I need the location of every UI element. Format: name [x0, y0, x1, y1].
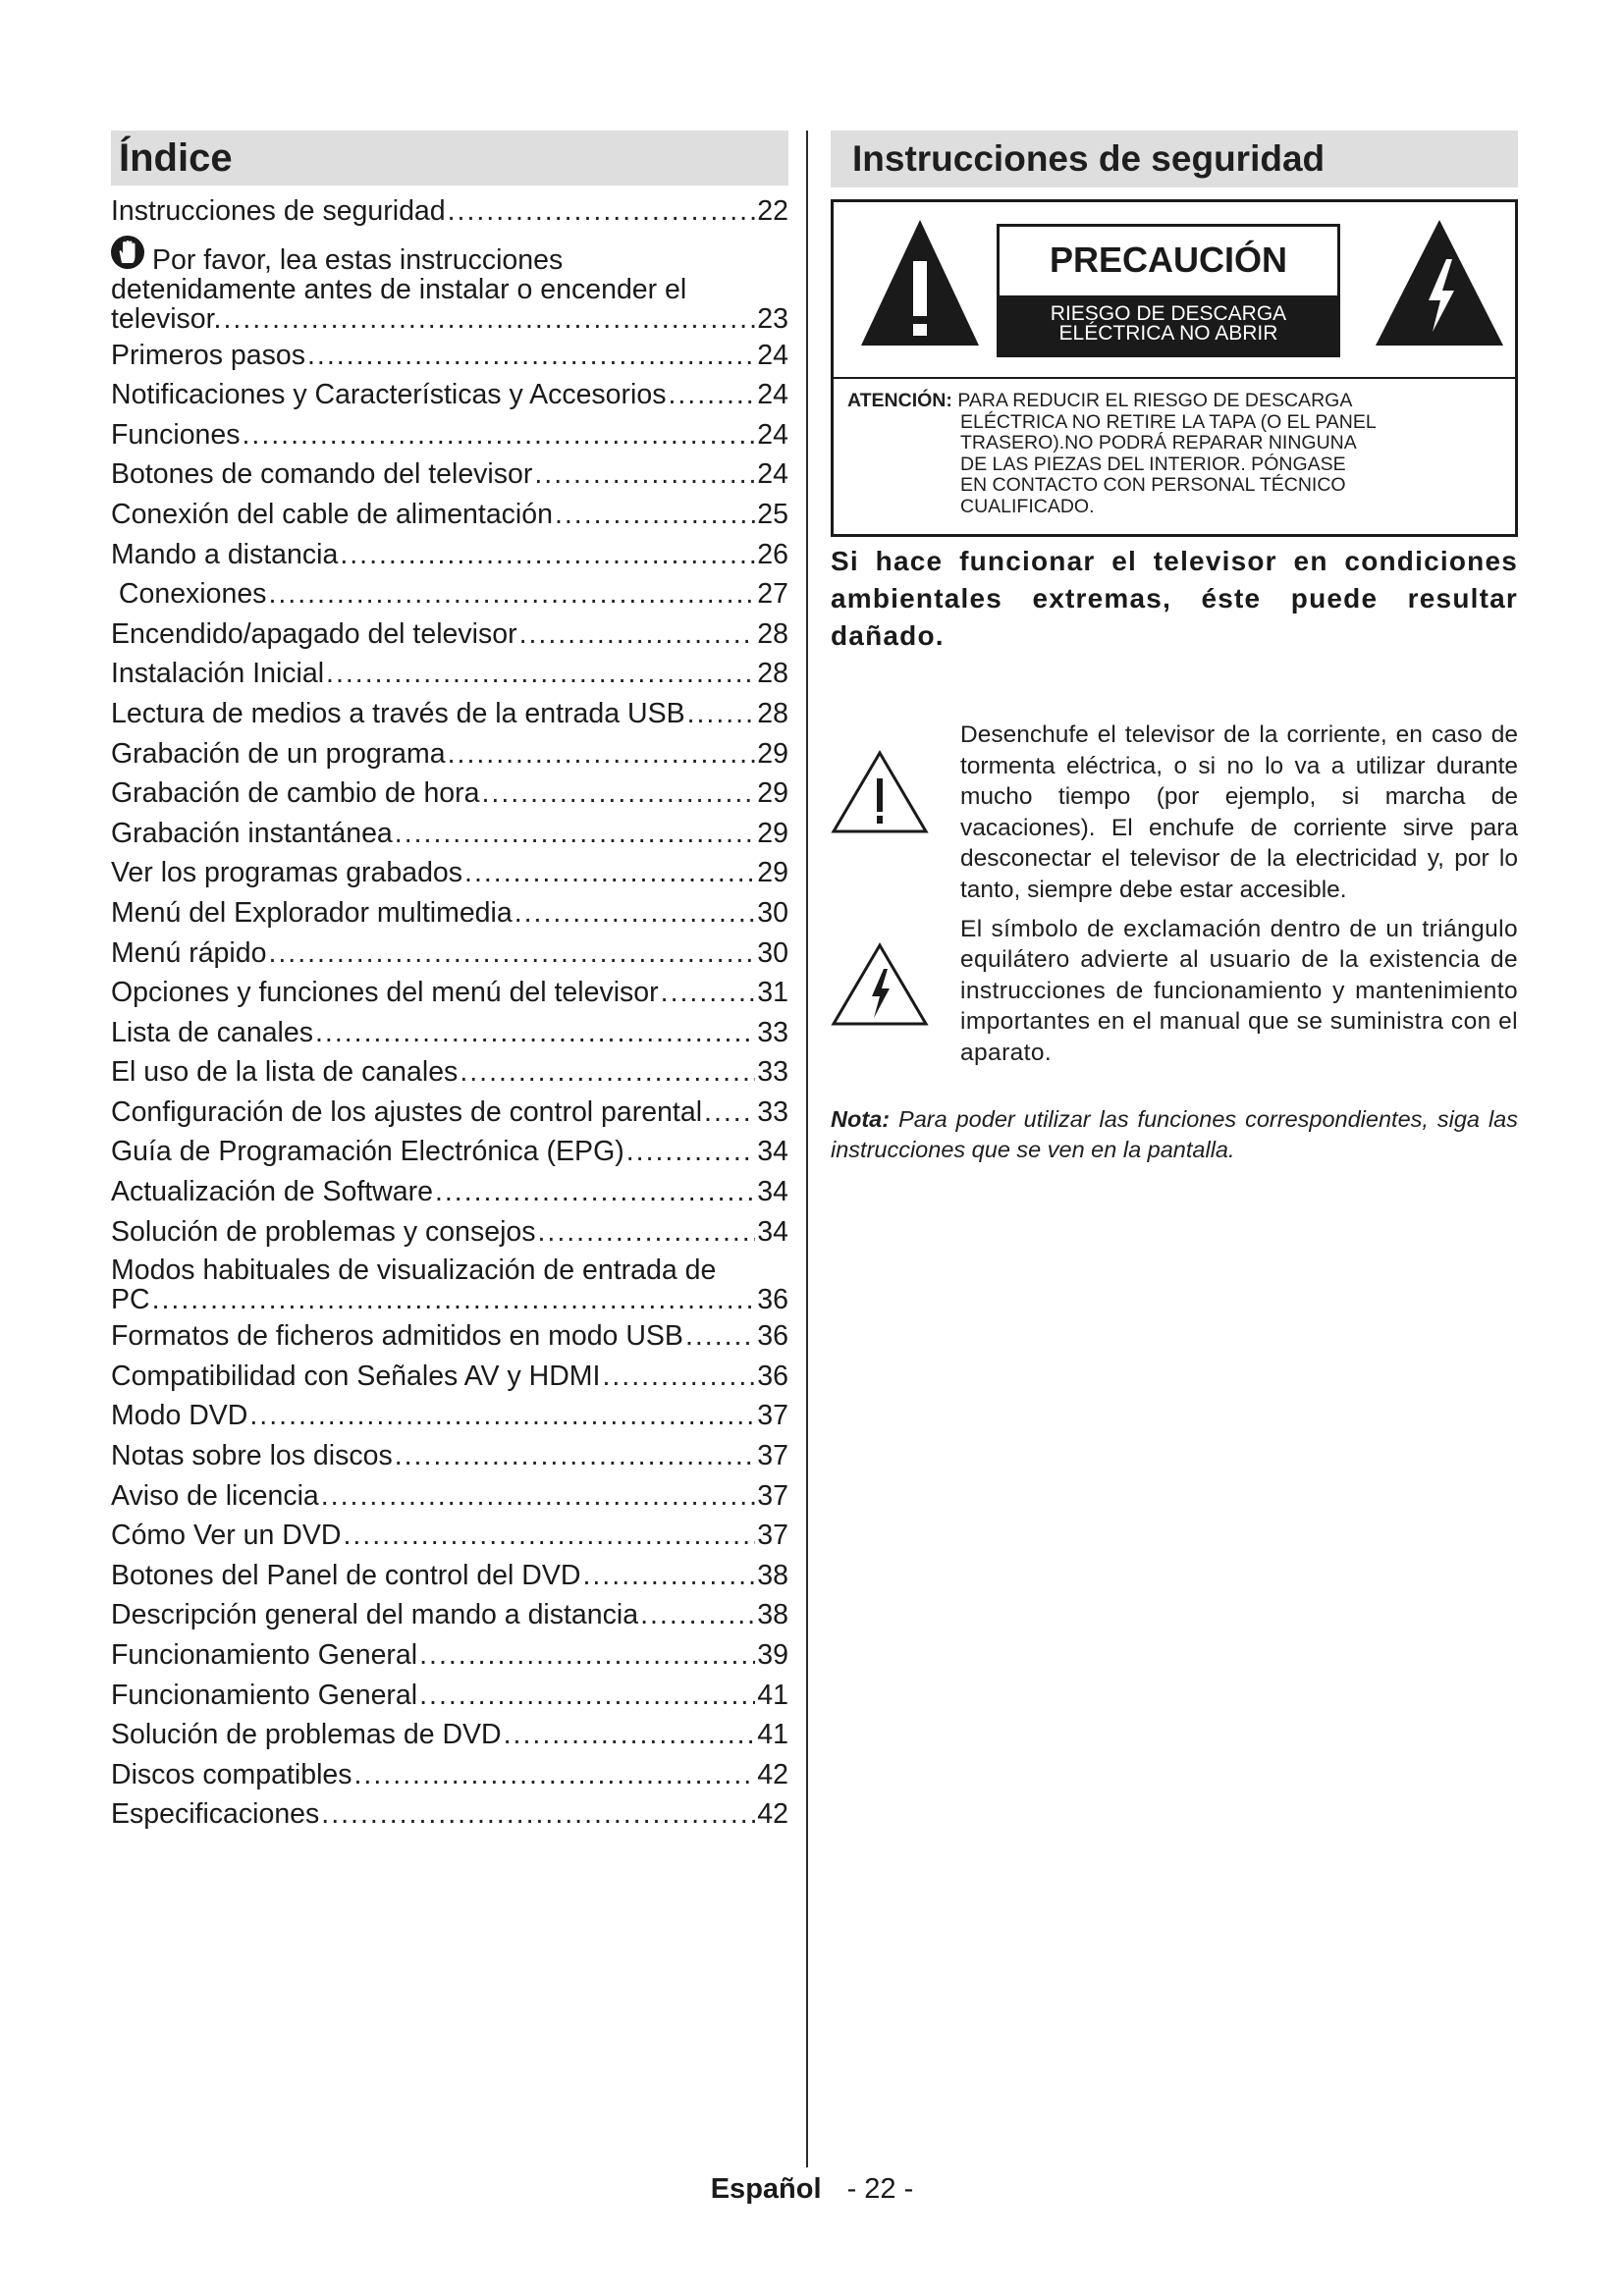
unplug-instructions: Desenchufe el televisor de la corriente, en caso de tormenta eléctrica, o si no lo va a utilizar durante mucho tiempo (por ejemplo, si marcha de vacaciones). El enchufe de corriente sirve para desconectar el televisor de la electricidad y, por lo tanto, siempre debe estar accesible.: [960, 721, 1518, 903]
exclamation-outline-icon: [831, 749, 929, 835]
toc-entry-pc-modes[interactable]: Modos habituales de visualización de entrada de PC ..... 36: [111, 1252, 788, 1316]
toc-entry[interactable]: Descripción general del mando a distancia ..... 38: [111, 1595, 788, 1635]
toc-entry[interactable]: Especificaciones ..... 42: [111, 1794, 788, 1835]
caution-heading: PRECAUCIÓN: [1049, 240, 1287, 280]
caution-panel: [997, 224, 1340, 357]
toc-entry[interactable]: Lista de canales ..... 33: [111, 1013, 788, 1053]
lightning-outline-icon: [831, 941, 929, 1028]
toc-entry[interactable]: Instalación Inicial ..... 28: [111, 654, 788, 694]
toc-entry[interactable]: El uso de la lista de canales ..... 33: [111, 1052, 788, 1093]
toc-entry[interactable]: Menú del Explorador multimedia ..... 30: [111, 893, 788, 934]
page-footer: [0, 2173, 1624, 2206]
toc-entry[interactable]: Modo DVD ..... 37: [111, 1396, 788, 1436]
toc-entry[interactable]: Notas sobre los discos ..... 37: [111, 1436, 788, 1476]
toc-entry-read-notice[interactable]: Por favor, lea estas instrucciones detenidamente antes de instalar o encender el televisor. ..... 23: [111, 232, 788, 336]
caution-label-box: [831, 199, 1518, 537]
footer-language: Español: [710, 2173, 822, 2205]
toc-entry[interactable]: Discos compatibles ..... 42: [111, 1755, 788, 1795]
toc-entry[interactable]: Ver los programas grabados ..... 29: [111, 853, 788, 893]
safety-column: [831, 131, 1518, 1165]
toc-entry[interactable]: Configuración de los ajustes de control parental ..... 33: [111, 1093, 788, 1133]
note-paragraph: Nota: Para poder utilizar las funciones correspondientes, siga las instrucciones que se ven en la pantalla.: [831, 1106, 1518, 1162]
toc-entry[interactable]: Actualización de Software ..... 34: [111, 1172, 788, 1212]
symbol-explanation: El símbolo de exclamación dentro de un triángulo equilátero advierte al usuario de la existencia de instrucciones de funcionamiento y mantenimiento importantes en el manual que se suministra con el aparato.: [960, 915, 1518, 1066]
toc-entry[interactable]: Notificaciones y Características y Accesorios ..... 24: [111, 375, 788, 415]
toc-entry[interactable]: Aviso de licencia ..... 37: [111, 1476, 788, 1517]
toc-entry[interactable]: Guía de Programación Electrónica (EPG) ..... 34: [111, 1132, 788, 1172]
index-column: [111, 131, 788, 1835]
column-divider: [806, 131, 808, 2167]
lightning-triangle-icon: [1374, 218, 1505, 347]
toc-entry[interactable]: Botones de comando del televisor ..... 24: [111, 454, 788, 495]
toc-entry[interactable]: Mando a distancia ..... 26: [111, 535, 788, 575]
toc-entry[interactable]: Cómo Ver un DVD ..... 37: [111, 1516, 788, 1556]
toc-entry[interactable]: Formatos de ficheros admitidos en modo USB ..... 36: [111, 1316, 788, 1357]
toc-entry[interactable]: Conexión del cable de alimentación ..... 25: [111, 495, 788, 535]
toc-entry[interactable]: Botones del Panel de control del DVD ..... 38: [111, 1556, 788, 1596]
attention-text: ATENCIÓN: PARA REDUCIR EL RIESGO DE DESCARGA ELÉCTRICA NO RETIRE LA TAPA (O EL PANEL TRASERO).NO PODRÁ REPARAR NINGUNA DE LAS PIEZAS DEL INTERIOR. PÓNGASE EN CONTACTO CON PERSONAL TÉCNICO CUALIFICADO.: [847, 390, 1377, 517]
toc-entry[interactable]: Primeros pasos ..... 24: [111, 336, 788, 376]
toc-entry[interactable]: Grabación instantánea ..... 29: [111, 814, 788, 854]
table-of-contents: [111, 191, 788, 1835]
toc-entry[interactable]: Menú rápido ..... 30: [111, 934, 788, 974]
toc-entry[interactable]: Grabación de cambio de hora ..... 29: [111, 774, 788, 814]
shock-risk-label: RIESGO DE DESCARGA ELÉCTRICA NO ABRIR: [1000, 295, 1337, 354]
toc-entry[interactable]: Compatibilidad con Señales AV y HDMI ..... 36: [111, 1357, 788, 1397]
toc-entry[interactable]: Grabación de un programa ..... 29: [111, 734, 788, 774]
exclamation-triangle-icon: [859, 218, 981, 347]
toc-entry[interactable]: Opciones y funciones del menú del televisor ..... 31: [111, 973, 788, 1013]
index-title: Índice: [111, 131, 788, 186]
toc-entry[interactable]: Solución de problemas y consejos ..... 34: [111, 1212, 788, 1253]
caution-divider: [834, 377, 1515, 379]
extreme-conditions-warning: Si hace funcionar el televisor en condiciones ambientales extremas, éste puede resultar dañado.: [831, 546, 1518, 651]
warning-notes: [831, 720, 1518, 1073]
toc-entry[interactable]: Encendido/apagado del televisor ..... 28: [111, 614, 788, 655]
toc-entry[interactable]: Funcionamiento General ..... 39: [111, 1635, 788, 1676]
toc-entry[interactable]: Solución de problemas de DVD ..... 41: [111, 1715, 788, 1755]
toc-entry[interactable]: Instrucciones de seguridad ..... 22: [111, 191, 788, 232]
toc-entry[interactable]: Funcionamiento General ..... 41: [111, 1676, 788, 1716]
toc-entry[interactable]: Conexiones ..... 27: [111, 574, 788, 614]
safety-title: Instrucciones de seguridad: [831, 131, 1518, 187]
stop-hand-icon: [111, 236, 144, 269]
toc-entry[interactable]: Lectura de medios a través de la entrada USB ..... 28: [111, 694, 788, 734]
page-number: - 22 -: [846, 2173, 914, 2205]
toc-entry[interactable]: Funciones ..... 24: [111, 415, 788, 455]
